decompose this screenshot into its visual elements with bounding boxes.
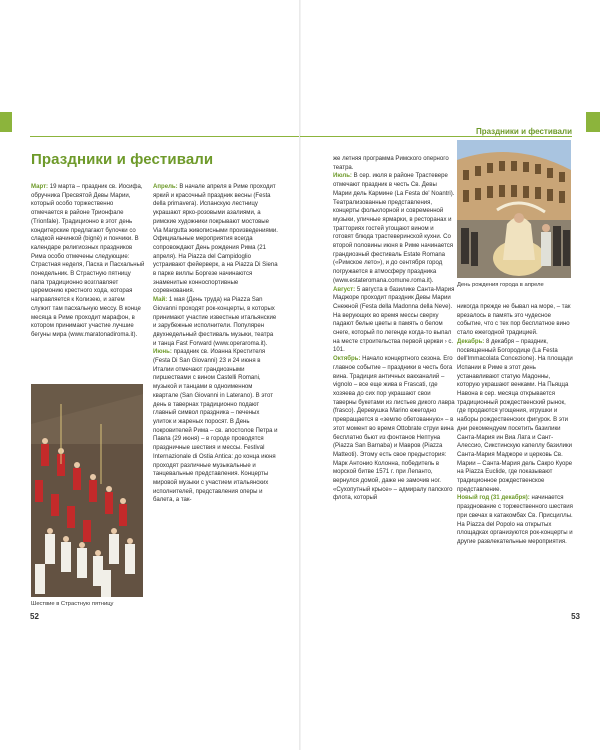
march-label: Март: — [31, 184, 49, 190]
october-label: Октябрь: — [333, 356, 361, 363]
june-text: праздник св. Иоанна Крестителя (Festa Di San Giovanni) 23 и 24 июня в Италии отмечают грандиозными пиршествами с вином Castelli Romani, музыкой и танцами в одноименном квартале (San Giovanni in Laterano). В этот день в тавернах традиционно подают главный символ праздника – печеных улиток и жареных поросят. В День покровителей Рима – св. апостолов Петра и Павла (29 июня) – в городе проводятся праздничные шествия и мессы. Festival Internazionale di Ostia Antica: до конца июня проходят различные музыкальные и танцевальные представления. Концерты мировой музыки с участием итальянских исполнителей, представления оперы и балета, а так- — [153, 349, 278, 504]
page-number-left: 52 — [30, 612, 39, 621]
july-label: Июль: — [333, 173, 352, 180]
march-text: 19 марта – праздник св. Иосифа, обручника Пресвятой Девы Марии, который особо торжественно отмечается в районе Трионфале (Trionfale). Традиционно в этот день кондитерские предлагают булочки со сладкой начинкой (bignè) и пончики. В календаре религиозных праздников Рима особо отмечены следующие: Страстная неделя, Пасха и Пасхальный понедельник. В Страстную пятницу папа традиционно возглавляет церемонию крестного хода, которая направляется к Колизею, и затем служит там пасхальную мессу. В конце месяца в Риме проходит марафон, в котором принимают участие лучшие бегуны мира (www.maratonadiroma.it). — [31, 184, 145, 338]
december-label: Декабрь: — [457, 338, 485, 345]
may-text: 1 мая (День труда) на Piazza San Giovanni проходят рок-концерты, в которых принимают участие известные итальянские и зарубежные исполнители. Популярен двухнедельный фестиваль музыки, театра и танца Fast Forward (www.operaroma.it). — [153, 297, 277, 347]
left-photo-caption: Шествие в Страстную пятницу — [31, 601, 114, 607]
april-label: Апрель: — [153, 184, 178, 190]
procession-photo — [31, 384, 143, 597]
december-text: 8 декабря – праздник, посвященный Богородице (La Festa dell'Immacolata Concezione). На площади Испании в Риме в этот день устанавливают статую Мадонны, которую украшают венками. На Пьяцца Навона в сер. месяца открывается традиционный рождественский рынок, где продаются угощения, игрушки и наборы рождественских фигурок. В эти дни рекомендуем посетить базилики Санта-Мария ин Виа Лата и Сант-Алессио, Сикстинскую капеллу базилики Санта-Мария Маджоре и церковь Св. Марии – Санта-Мария дель Сакро Куоре на Piazza Euclide, где показывают традиционное рождественское представление. — [457, 338, 573, 493]
colosseum-illustration — [457, 140, 571, 278]
august-text: 5 августа в базилике Санта-Мария Маджоре проходит праздник Девы Марии Снежной (Festa della Madonna della Neve). На верующих во время мессы сверху падают белые цветы в память о белом снеге, который по легенде когда-то выпал на месте строительства первой церкви › с. 101. — [333, 286, 455, 354]
newyear-label: Новый год (31 декабря): — [457, 495, 530, 502]
april-text: В начале апреля в Риме проходит яркий и красочный праздник весны (Festa della primavera). Испанскую лестницу украшают ярко-розовыми азалиями, а римские художники покрывают мостовые Via Margutta живописными произведениями. Официальные мероприятия всегда сопровождают День рождения Рима (21 апреля). На Piazza del Campidoglio устраивают фейерверк, а на Piazza Di Siena в парке виллы Боргезе начинаются знаменитые конноспортивные соревнования. — [153, 184, 278, 295]
procession-illustration — [31, 384, 143, 597]
page-number-right: 53 — [571, 612, 580, 621]
header-rule-left — [30, 136, 300, 137]
july-text: В сер. июля в районе Трастевере отмечают праздник в честь Св. Девы Марии дель Кармине (La Festa de' Noantri). Театрализованные представления, концерты фольклорной и современной музыки, уличные ярмарки, в ресторанах и тратториях гостей угощают вином и готовят блюда трастеверинской кухни. Со второй половины июня в Риме начинается грандиозный фестиваль Estate Romana («Римское лето»), и до сентября город погружается в атмосферу праздника (www.estateromana.comune.roma.it). — [333, 173, 455, 284]
chapter-tab-right — [586, 112, 600, 132]
october-text: Начало концертного сезона. Его главное событие – праздники в честь бога вина. Традиция античных вакханалий – vignolo – все еще жива в Frascati, где хозяева до сих пор украшают свои таверны букетами из листьев дикого лавра (frasco). Деревушка Marino ежегодно превращается в «землю обетованную» – в этот момент во время Ottobrate струи вина бесплатно бьют из фонтанов Нептуна (Piazza San Barnaba) и Мавров (Piazza Matteoti). Этому есть свое предыстория: Марк Антонио Колонна, победитель в морской битве 1571 г. при Лепанто, вернулся домой, даже не замочив ног. «Сухопутный крысе» – адмиралу папского флота, который — [333, 356, 455, 502]
right-page — [300, 0, 600, 750]
opera-intro: же летняя программа Римского оперного театра. — [333, 156, 449, 171]
august-label: Август: — [333, 286, 356, 293]
colosseum-photo — [457, 140, 571, 278]
chapter-tab-left — [0, 112, 12, 132]
newyear-text: начинается празднование с торжественного шествия при свечах в катакомбах Св. Присциллы. На Piazza del Popolo на открытых площадках организуются рок-концерты и другие развлекательные мероприятия. — [457, 495, 573, 545]
left-column-1 — [31, 183, 145, 383]
header-rule-right — [300, 136, 572, 137]
june-label: Июнь: — [153, 349, 172, 356]
wine-tradition-text: никогда прежде не бывал на море, – так врезалось в память это чудесное событие, что с тех пор бесплатное вино стало ежегодной традицией. — [457, 304, 571, 337]
left-column-2 — [153, 183, 278, 613]
running-head: Праздники и фестивали — [475, 127, 572, 136]
right-column-2 — [457, 303, 573, 613]
page-title: Праздники и фестивали — [31, 151, 214, 168]
right-photo-caption: День рождения города в апреле — [457, 282, 544, 288]
may-label: Май: — [153, 297, 168, 304]
right-column-1 — [333, 155, 455, 615]
